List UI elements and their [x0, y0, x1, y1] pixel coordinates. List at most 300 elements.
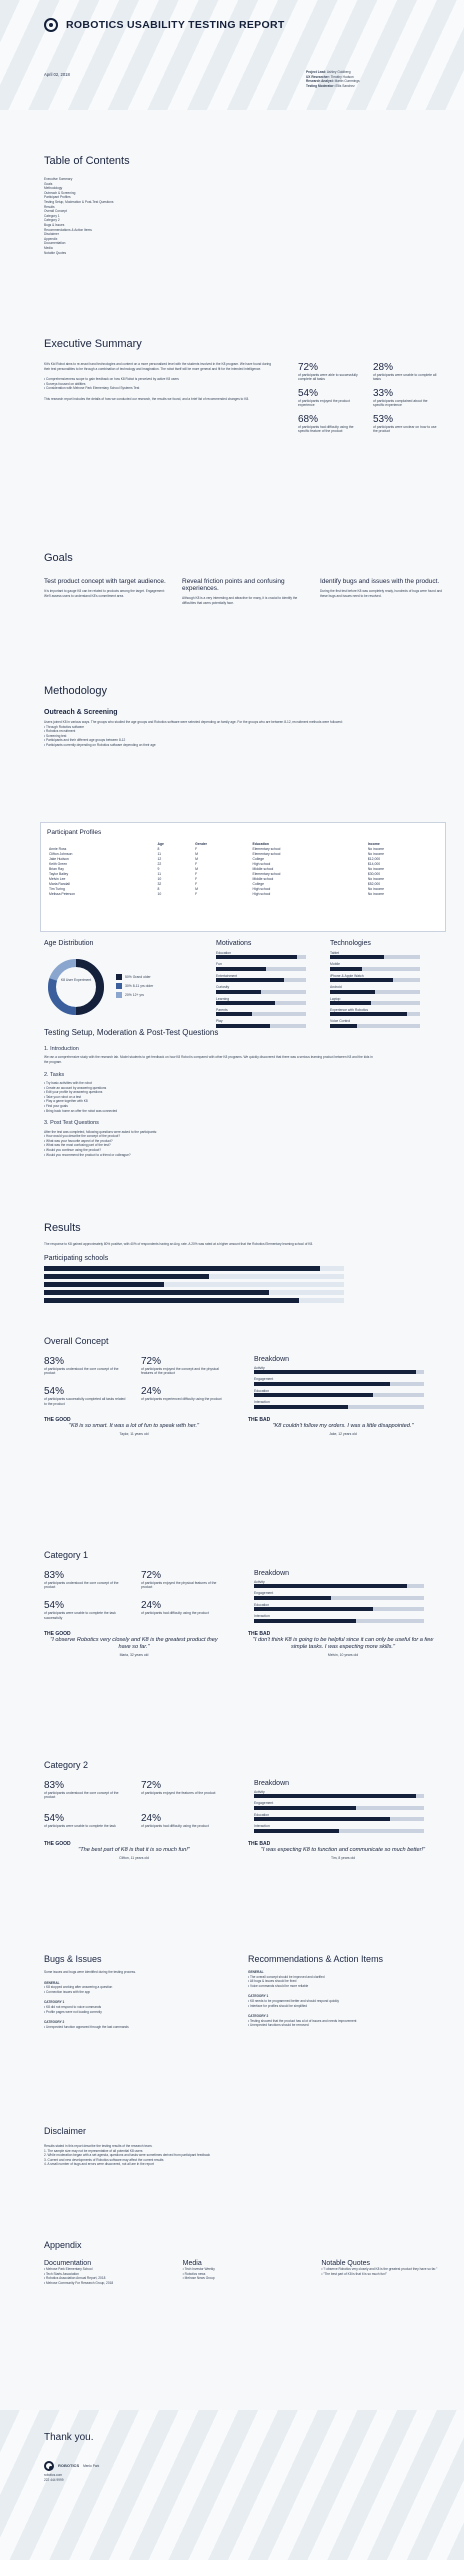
bug-item: • Profile pages were not loading correctly	[44, 2009, 102, 2014]
legend-label: 20% 12+ yrs	[125, 992, 144, 997]
bar-fill	[216, 1012, 252, 1016]
motivation-bar	[216, 974, 316, 982]
bar-fill	[330, 1012, 407, 1016]
meta-value: Martin Cummings	[333, 79, 360, 84]
meta-value: Timothy Hudson	[329, 74, 354, 79]
breakdown-bar	[254, 1790, 434, 1798]
bar-label: Engagement	[254, 1591, 274, 1596]
toc-item[interactable]: Recommendations & Action Items	[44, 227, 92, 232]
meta-value: Ellis Sanchez	[334, 83, 355, 88]
bug-item: • Unexpected function appeared through the last commands	[44, 2024, 129, 2029]
category-stat	[44, 1780, 127, 1805]
exec-stat	[373, 414, 438, 434]
quote-text: "The best part of K8 is that it is so much fun!"	[78, 1846, 190, 1853]
table-cell: 11	[157, 872, 162, 876]
bar-track	[330, 955, 420, 959]
stat-label: of participants enjoyed the features of the product	[141, 1791, 216, 1795]
the-bad-heading: THE BAD	[248, 1416, 271, 1423]
exec-stat	[373, 362, 438, 382]
table-cell: Annie Ross	[49, 847, 67, 851]
recs-title: Recommendations & Action Items	[248, 1954, 384, 1964]
rec-group-heading: GENERAL	[248, 1970, 264, 1974]
stat-value: 83%	[44, 1780, 65, 1791]
breakdown-bar	[254, 1614, 434, 1622]
stat-value: 54%	[44, 1812, 65, 1824]
category-row	[44, 1570, 444, 1623]
bar-label: Education	[216, 951, 232, 955]
method-title: Methodology	[44, 685, 107, 697]
meta-key: Testing Moderator:	[306, 83, 335, 88]
goal-item	[44, 578, 168, 605]
legend-swatch	[116, 983, 122, 989]
stat-value: 54%	[298, 387, 319, 399]
category-stats	[44, 1780, 224, 1833]
table-cell: M	[195, 857, 198, 861]
bar-label: Curiosity	[216, 985, 230, 990]
appendix-item[interactable]: • Melrose Community For Research Group, 2018	[44, 2280, 114, 2285]
bar-fill	[254, 1370, 416, 1374]
task-item: • Bring back home an offer the robot was connected	[44, 1108, 118, 1113]
post-questions-list	[44, 1134, 444, 1157]
stat-label: of participants were unable to complete all tasks	[373, 373, 437, 382]
appendix-item[interactable]: • Melrose Park Elementary School	[44, 2267, 93, 2271]
exec-stat	[298, 362, 363, 382]
breakdown-title: Breakdown	[254, 1356, 290, 1363]
rec-item: • All bugs & issues should be fixed	[248, 1979, 297, 1984]
exec-section	[44, 338, 444, 433]
goal-heading: Test product concept with target audience.	[44, 578, 166, 585]
rec-group-heading: CATEGORY 1	[248, 1994, 269, 1999]
bar-label: Activity	[254, 1580, 265, 1584]
motivations-title: Motivations	[216, 940, 252, 947]
category-stat	[44, 1600, 127, 1622]
outreach-bullet: • Through Robotics software	[44, 724, 85, 729]
bar-track	[254, 1619, 424, 1623]
meta-key: Project Lead:	[306, 70, 327, 74]
footer-phone: 222 444 9999	[44, 2477, 64, 2482]
table-cell: 11	[157, 852, 162, 856]
table-cell: Middle school	[252, 877, 274, 881]
bar-track	[254, 1607, 424, 1611]
motivation-bar	[216, 1008, 316, 1016]
category-stat	[141, 1813, 224, 1833]
task-item: • Try basic activities with the robot	[44, 1081, 92, 1085]
bar-fill	[254, 1596, 331, 1600]
report-date: April 02, 2018	[44, 72, 70, 77]
the-good-quote	[44, 1631, 224, 1657]
toc-item[interactable]: Executive Summary	[44, 177, 73, 181]
table-cell: Clifton Johnson	[49, 852, 73, 856]
post-question-item: • Would you continue using the product?	[44, 1147, 102, 1152]
stat-value: 54%	[44, 1600, 65, 1612]
school-bar	[44, 1298, 344, 1303]
footer-website[interactable]: robotics.com	[44, 2473, 63, 2477]
toc-title: Table of Contents	[44, 155, 130, 167]
toc-item[interactable]: Methodology	[44, 186, 63, 191]
bar-label: Engagement	[254, 1377, 274, 1382]
task-item: • Play a game together with K8	[44, 1099, 88, 1104]
table-cell: $14,000	[367, 862, 381, 866]
stat-label: of participants understood the core concept of the product	[44, 1367, 119, 1376]
table-cell: F	[195, 882, 198, 886]
stat-label: of participants experienced difficulty using the product	[141, 1397, 222, 1402]
task-item: • Find your goals	[44, 1103, 68, 1108]
category-row	[44, 1356, 444, 1409]
appendix-column	[183, 2260, 306, 2285]
school-bar	[44, 1290, 344, 1295]
exec-bullet: • Consideration with Melrose Park Elementary School Systems Test	[44, 386, 140, 391]
intro-paragraph: We ran a comprehensive study with the research lab. Model students to get feedback on how K8 Robot is compared with other K8 programs. We quickly discovered that there was a serious learning product between K8 and the kids in the program.	[44, 1055, 373, 1064]
bug-group-heading: CATEGORY 1	[44, 2000, 65, 2005]
table-cell: College	[252, 882, 265, 886]
breakdown	[254, 1570, 434, 1623]
rec-item: • Unexpected functions should be removed	[248, 2023, 309, 2028]
goal-heading: Reveal friction points and confusing experiences.	[182, 578, 285, 592]
stat-value: 33%	[373, 387, 394, 399]
motivation-bar	[216, 962, 316, 970]
motivation-bar	[216, 1019, 316, 1027]
toc-item[interactable]: Bugs & Issues	[44, 222, 65, 227]
donut-center-label: K8 User Experiment	[60, 978, 92, 982]
header-background	[0, 0, 464, 110]
category-2-section	[44, 1760, 444, 1910]
table-cell: Middle school	[252, 867, 274, 871]
appendix-title: Appendix	[44, 2240, 82, 2250]
stat-label: of participants understood the core concept of the product	[44, 1581, 119, 1590]
the-good-heading: THE GOOD	[44, 1840, 71, 1847]
table-cell: Melvin Lee	[49, 877, 66, 881]
bar-label: Laptop	[330, 996, 341, 1001]
appendix-heading: Media	[182, 2260, 202, 2267]
meta-key: UX Researcher:	[306, 74, 330, 79]
category-row	[44, 1780, 444, 1833]
stat-label: of participants had difficulty using the product	[141, 1611, 209, 1616]
stat-label: of participants were able to successfully complete all tasks	[298, 373, 358, 382]
appendix-columns	[44, 2260, 444, 2285]
table-cell: $52,000	[367, 882, 381, 886]
bar-track	[216, 990, 306, 994]
outreach-title: Outreach & Screening	[44, 709, 118, 716]
bug-item: • K8 stopped working after answering a question	[44, 1985, 113, 1990]
disclaimer-item: 4. A small number of bugs and errors were discovered, not all are in the report	[44, 2162, 154, 2167]
exec-stat	[373, 388, 438, 408]
appendix-item[interactable]: • Robotics Association Annual Report, 2018	[44, 2276, 106, 2281]
toc-item[interactable]: Documentation	[44, 241, 66, 246]
category-title: Overall Concept	[44, 1336, 109, 1346]
exec-bullet: • Surveys focused on abilities	[44, 381, 86, 386]
quote-author: Melvin, 10 years old	[327, 1652, 359, 1657]
thanks-text: Thank you.	[44, 2432, 94, 2443]
outreach-bullet: • Participants and their different age groups between 8-12	[44, 738, 126, 743]
stat-value: 72%	[298, 362, 319, 373]
quote-text: "K8 is so smart. It was a lot of fun to speak with her."	[69, 1422, 199, 1429]
profile-column-header: Income	[367, 842, 380, 846]
appendix-item[interactable]: • "The best part of K8 is that it is so much fun!"	[321, 2271, 387, 2276]
breakdown-bar	[254, 1389, 434, 1397]
post-questions-intro: After the test was completed, following questions were asked to the participants:	[44, 1129, 158, 1134]
quote-author: Taylor, 11 years old	[119, 1431, 149, 1436]
quotes-row	[44, 1631, 444, 1657]
category-stats	[44, 1570, 224, 1623]
table-cell: Jake Hudson	[49, 857, 69, 861]
stat-value: 28%	[373, 362, 394, 373]
bar-label: iPhone & Apple Watch	[330, 973, 364, 978]
post-question-item: • What was your favourite aspect of the product?	[44, 1138, 113, 1143]
meta-key: Research Analyst:	[306, 79, 334, 84]
breakdown	[254, 1356, 434, 1409]
the-good-quote	[44, 1417, 224, 1436]
breakdown-bar	[254, 1591, 434, 1599]
bar-fill	[216, 978, 284, 982]
table-cell: High school	[252, 892, 271, 896]
exec-stat	[298, 388, 363, 408]
post-question-item: • How would you describe the concept of the product?	[44, 1134, 121, 1139]
table-cell: High school	[252, 862, 271, 866]
legend-swatch	[116, 974, 122, 980]
breakdown-title: Breakdown	[254, 1570, 290, 1577]
bar-label: Education	[254, 1602, 270, 1607]
legend-label: 30% 8-11 yrs older	[125, 983, 154, 988]
table-cell: F	[195, 872, 198, 876]
bar-fill	[254, 1382, 390, 1386]
bar-track	[216, 1001, 306, 1005]
appendix-item[interactable]: • Robotics news	[182, 2271, 206, 2276]
stat-value: 24%	[141, 1812, 162, 1824]
bug-item: • K8 did not respond to voice commands	[44, 2004, 102, 2009]
bar-track	[330, 990, 420, 994]
header-meta	[306, 70, 360, 88]
bar-track	[254, 1405, 424, 1409]
stat-value: 72%	[141, 1570, 162, 1581]
category-stat	[44, 1356, 127, 1378]
toc-item[interactable]: Overall Concept	[44, 209, 67, 214]
table-cell: M	[195, 852, 198, 856]
footer	[44, 2432, 99, 2482]
stat-label: of participants enjoyed the concept and the physical features of the product	[141, 1367, 219, 1376]
bar-track	[254, 1382, 424, 1386]
table-cell: No income	[367, 847, 385, 851]
bar-label: Play	[216, 1019, 223, 1024]
toc-item[interactable]: Category 1	[44, 213, 60, 218]
appendix-item[interactable]: • Tech Investor Weekly	[182, 2267, 215, 2271]
table-cell: Elementary school	[252, 852, 281, 856]
legend-item	[116, 974, 153, 980]
bug-group-heading: CATEGORY 2	[44, 2020, 65, 2025]
profiles-table	[47, 842, 439, 897]
bugs-title: Bugs & Issues	[44, 1954, 102, 1964]
disclaimer-item: 3. Current and new developments of Robotics software may affect the current results	[44, 2157, 164, 2162]
bar-fill	[254, 1829, 339, 1833]
the-bad-quote	[248, 1631, 438, 1657]
table-cell: 32	[157, 882, 162, 886]
table-cell: High school	[252, 887, 271, 891]
appendix-section	[44, 2240, 444, 2285]
bar-label: Education	[254, 1812, 270, 1817]
age-legend	[116, 974, 153, 1001]
category-title: Category 1	[44, 1550, 89, 1560]
the-bad-quote	[248, 1417, 438, 1436]
stat-value: 83%	[44, 1356, 65, 1367]
bar-fill	[254, 1806, 356, 1810]
toc-item[interactable]: Outreach & Screening	[44, 190, 76, 195]
task-item: • Edit your profile by answering questions	[44, 1090, 103, 1095]
breakdown-title: Breakdown	[254, 1780, 290, 1787]
goals-title: Goals	[44, 552, 73, 564]
table-cell: 22	[157, 862, 162, 866]
header-title-row	[44, 18, 285, 32]
disclaimer-section	[44, 2126, 444, 2167]
breakdown-bar	[254, 1824, 434, 1832]
bar-track	[254, 1370, 424, 1374]
bar-label: Engagement	[254, 1801, 274, 1806]
bar-fill	[216, 990, 261, 994]
technology-bar	[330, 1008, 430, 1016]
toc-list	[44, 177, 444, 255]
demographics-section	[44, 940, 444, 1031]
stat-label: of participants successfully completed all tasks related to the product	[44, 1397, 126, 1406]
disclaimer-title: Disclaimer	[44, 2126, 87, 2136]
the-good-heading: THE GOOD	[44, 1416, 71, 1423]
results-paragraph: The response to K8 gained approximately 80% positive, with 40% of respondents having an Avg. rate. A 20% was rated at a higher amount that the Robotics Elementary learning school of K8.	[44, 1242, 314, 1246]
goals-section	[44, 552, 444, 605]
disclaimer-item: 2. While moderation began with a set agenda, questions and tasks were sometimes derived from participant feedback	[44, 2153, 211, 2158]
the-good-quote	[44, 1841, 224, 1860]
toc-item[interactable]: Notable Quotes	[44, 250, 67, 255]
category-title: Category 2	[44, 1760, 89, 1770]
stat-label: of participants had difficulty using the product	[141, 1823, 209, 1828]
toc-item[interactable]: Participant Profiles	[44, 195, 71, 200]
disclaimer-item: 1. The sample size may not be representative of all potential K8 users	[44, 2148, 143, 2153]
robotics-logo-icon	[44, 18, 58, 32]
school-bar	[44, 1266, 344, 1271]
table-cell: 8	[157, 847, 160, 851]
technologies-title: Technologies	[330, 940, 371, 947]
category-1-section	[44, 1550, 444, 1700]
toc-item[interactable]: Goals	[44, 181, 53, 186]
footer-location: Menlo Park	[83, 2463, 100, 2468]
exec-title: Executive Summary	[44, 338, 142, 350]
school-bar-fill	[44, 1274, 209, 1279]
profile-column-header: Gender	[195, 842, 207, 846]
tasks-title: 2. Tasks	[44, 1071, 65, 1078]
bar-track	[254, 1596, 424, 1600]
bar-label: Learning	[216, 996, 230, 1001]
toc-item[interactable]: Category 2	[44, 218, 60, 223]
school-bar-fill	[44, 1298, 299, 1303]
quotes-row	[44, 1841, 444, 1860]
table-cell: No income	[367, 867, 385, 871]
toc-item[interactable]: Appendix	[44, 236, 58, 241]
bar-fill	[254, 1607, 373, 1611]
table-cell: Elementary school	[252, 847, 281, 851]
bugs-recs-section	[44, 1954, 444, 2029]
table-cell: M	[195, 867, 198, 871]
motivations-bars	[216, 951, 316, 1028]
bar-label: Parents	[216, 1008, 228, 1013]
table-row	[47, 892, 439, 897]
bar-label: Tablet	[330, 951, 340, 955]
table-cell: Maria Randall	[49, 882, 70, 886]
outreach-bullet: • Screening test	[44, 733, 67, 738]
category-stat	[141, 1570, 224, 1592]
category-stat	[141, 1386, 224, 1408]
technologies-bars	[330, 951, 430, 1028]
rec-group-heading: CATEGORY 2	[248, 2014, 269, 2019]
stat-value: 24%	[141, 1386, 162, 1398]
quote-author: Maria, 32 years old	[119, 1652, 149, 1657]
goal-item	[320, 578, 444, 605]
bar-track	[330, 978, 420, 982]
profile-column-header: Age	[157, 842, 164, 846]
category-stat	[141, 1356, 224, 1378]
quote-author: Jake, 12 years old	[329, 1431, 357, 1436]
appendix-item[interactable]: • Melrose News Group	[182, 2276, 215, 2281]
category-stat	[44, 1813, 127, 1833]
toc-item[interactable]: Media	[44, 245, 53, 250]
bar-track	[216, 955, 306, 959]
bar-label: Education	[254, 1388, 270, 1393]
the-bad-heading: THE BAD	[248, 1840, 271, 1847]
breakdown-bar	[254, 1400, 434, 1408]
rec-item: • Interface for profiles should be simplified	[248, 2003, 308, 2008]
exec-bullet: • Comprehensiveness scope to gain feedback on how K8 Robot is perceived by active K8 users	[44, 377, 179, 382]
table-cell: No income	[367, 892, 385, 896]
profiles-title: Participant Profiles	[47, 829, 102, 836]
results-section	[44, 1222, 444, 1306]
disclaimer-paragraph: Results stated in this report describe the testing results of the research team.	[44, 2144, 153, 2148]
bar-fill	[330, 1001, 371, 1005]
toc-item[interactable]: Disclaimer	[44, 232, 59, 237]
post-question-item: • What was the most confusing part of the test?	[44, 1143, 111, 1148]
appendix-item[interactable]: • Tech Starts Association	[44, 2271, 79, 2276]
stat-value: 53%	[373, 413, 394, 425]
stat-value: 72%	[141, 1356, 162, 1367]
bar-fill	[254, 1619, 356, 1623]
toc-item[interactable]: Testing Setup, Moderation & Post-Test Questions	[44, 199, 114, 204]
bar-fill	[330, 990, 375, 994]
toc-item[interactable]: Results	[44, 204, 55, 209]
table-cell: Tim Turing	[49, 887, 65, 891]
method-section	[44, 685, 444, 748]
profile-column-header: Education	[252, 842, 269, 846]
overall-concept-section	[44, 1336, 444, 1486]
technology-bar	[330, 985, 430, 993]
bar-label: Activity	[254, 1366, 265, 1370]
rec-item: • K8 needs to be programmed better and should respond quickly	[248, 1998, 339, 2003]
motivation-bar	[216, 951, 316, 959]
the-bad-heading: THE BAD	[248, 1630, 271, 1637]
category-stat	[44, 1570, 127, 1592]
bar-track	[254, 1794, 424, 1798]
goal-text: Although K8 is a very interesting and attractive for many, it is crucial to identify the difficulties that users potentially face.	[182, 596, 298, 605]
appendix-column	[44, 2260, 167, 2285]
age-donut-chart	[44, 955, 108, 1019]
motivation-bar	[216, 985, 316, 993]
table-cell: Taylor Bailey	[49, 872, 69, 876]
stat-value: 68%	[298, 413, 319, 425]
goals-list	[44, 578, 444, 605]
stat-label: of participants were unable to complete the task successfully	[44, 1611, 116, 1620]
technology-bar	[330, 951, 430, 959]
bar-fill	[216, 955, 297, 959]
bar-track	[216, 978, 306, 982]
motivation-bar	[216, 997, 316, 1005]
bar-track	[330, 1012, 420, 1016]
stat-label: of participants were unable to complete the task	[44, 1823, 116, 1828]
table-cell: F	[195, 847, 198, 851]
appendix-item[interactable]: • "I observe Robotics very closely and K8 is the greatest product they have so far."	[321, 2267, 438, 2271]
stat-value: 54%	[44, 1386, 65, 1398]
